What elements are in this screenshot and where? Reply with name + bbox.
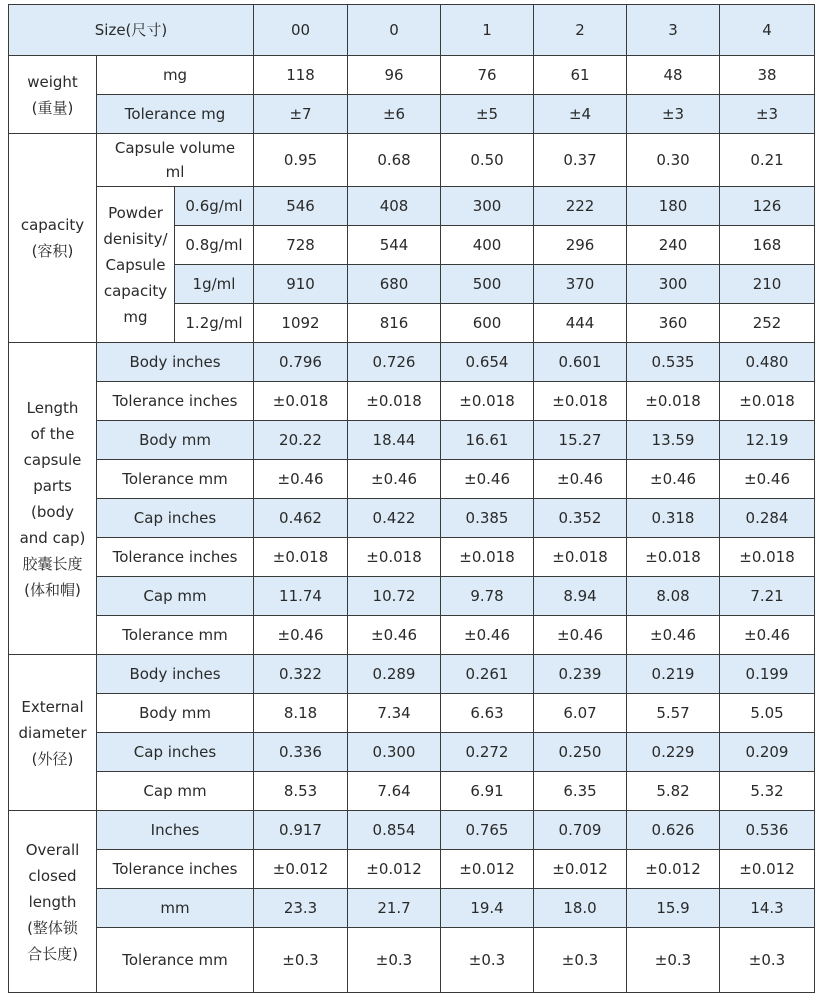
- cell: 0.726: [348, 343, 441, 382]
- cell: ±0.46: [534, 460, 627, 499]
- cell: 38: [720, 56, 815, 95]
- cell: 8.18: [254, 694, 348, 733]
- cell: 300: [441, 187, 534, 226]
- cell: 14.3: [720, 889, 815, 928]
- cell: 240: [627, 226, 720, 265]
- capsule-size-table: [8, 4, 815, 993]
- table-row: [9, 499, 815, 538]
- cell: 500: [441, 265, 534, 304]
- cell: 0.37: [534, 134, 627, 187]
- cell: 816: [348, 304, 441, 343]
- cell: ±0.018: [254, 538, 348, 577]
- row-label-line: Capsule volume: [114, 139, 236, 157]
- group-label-line: (body: [31, 502, 74, 521]
- row-label: mg: [97, 56, 254, 95]
- sub-label-line: mg: [123, 307, 148, 326]
- sub-label-line: Powder: [108, 203, 163, 222]
- cell: ±0.018: [441, 382, 534, 421]
- cell: 600: [441, 304, 534, 343]
- group-label-line: weight: [27, 72, 78, 91]
- cell: 0.261: [441, 655, 534, 694]
- cell: ±0.012: [441, 850, 534, 889]
- group-label-line: External: [21, 697, 84, 716]
- group-label-weight: [9, 56, 97, 134]
- cell: 0.536: [720, 811, 815, 850]
- cell: 0.422: [348, 499, 441, 538]
- group-label-line: 胶囊长度: [22, 554, 83, 573]
- size-col-header: 2: [534, 5, 627, 56]
- density-label: 0.6g/ml: [175, 187, 254, 226]
- group-label-line: Overall: [25, 840, 80, 859]
- cell: 0.95: [254, 134, 348, 187]
- cell: 126: [720, 187, 815, 226]
- row-label: Tolerance mm: [97, 616, 254, 655]
- cell: ±0.46: [720, 616, 815, 655]
- group-label-line: of the: [30, 424, 75, 443]
- row-label: [97, 134, 254, 187]
- cell: 21.7: [348, 889, 441, 928]
- group-label-line: capsule: [23, 450, 82, 469]
- cell: ±0.46: [627, 460, 720, 499]
- cell: ±0.46: [441, 616, 534, 655]
- cell: 8.94: [534, 577, 627, 616]
- cell: 408: [348, 187, 441, 226]
- row-label: Body inches: [97, 343, 254, 382]
- group-label-line: (整体锁: [27, 918, 78, 937]
- cell: 61: [534, 56, 627, 95]
- cell: ±0.012: [720, 850, 815, 889]
- cell: 96: [348, 56, 441, 95]
- cell: 6.91: [441, 772, 534, 811]
- cell: 18.44: [348, 421, 441, 460]
- group-label-line: (容积): [31, 242, 74, 260]
- group-label-overall: [9, 811, 97, 993]
- cell: ±0.012: [348, 850, 441, 889]
- row-label: Cap mm: [97, 577, 254, 616]
- cell: 5.32: [720, 772, 815, 811]
- size-col-header: 1: [441, 5, 534, 56]
- cell: 0.284: [720, 499, 815, 538]
- group-label-line: closed: [28, 866, 77, 885]
- cell: 728: [254, 226, 348, 265]
- size-col-header: 00: [254, 5, 348, 56]
- group-label-line: diameter: [18, 723, 87, 742]
- size-col-header: 3: [627, 5, 720, 56]
- table-row: [9, 733, 815, 772]
- density-label: 1g/ml: [175, 265, 254, 304]
- group-label-line: (外径): [31, 749, 74, 768]
- cell: ±0.46: [254, 616, 348, 655]
- cell: 9.78: [441, 577, 534, 616]
- row-label-line: ml: [165, 163, 185, 181]
- cell: 5.57: [627, 694, 720, 733]
- cell: 48: [627, 56, 720, 95]
- cell: ±4: [534, 95, 627, 134]
- group-label-length: [9, 343, 97, 655]
- cell: 0.21: [720, 134, 815, 187]
- row-label: Body inches: [97, 655, 254, 694]
- cell: 118: [254, 56, 348, 95]
- density-label: 0.8g/ml: [175, 226, 254, 265]
- cell: 10.72: [348, 577, 441, 616]
- cell: 0.30: [627, 134, 720, 187]
- cell: 11.74: [254, 577, 348, 616]
- cell: 252: [720, 304, 815, 343]
- cell: 0.462: [254, 499, 348, 538]
- cell: 6.35: [534, 772, 627, 811]
- header-row: [9, 5, 815, 56]
- row-label: Tolerance mg: [97, 95, 254, 134]
- cell: 210: [720, 265, 815, 304]
- cell: ±0.018: [534, 538, 627, 577]
- cell: 23.3: [254, 889, 348, 928]
- row-label: Cap inches: [97, 499, 254, 538]
- cell: ±0.018: [720, 538, 815, 577]
- cell: 5.82: [627, 772, 720, 811]
- table-row: [9, 811, 815, 850]
- cell: ±0.46: [627, 616, 720, 655]
- cell: 18.0: [534, 889, 627, 928]
- cell: 360: [627, 304, 720, 343]
- sub-label-line: capacity: [103, 281, 168, 300]
- cell: 370: [534, 265, 627, 304]
- size-col-header: 4: [720, 5, 815, 56]
- table-row: [9, 850, 815, 889]
- powder-density-label: [97, 187, 175, 343]
- cell: 0.709: [534, 811, 627, 850]
- cell: 20.22: [254, 421, 348, 460]
- row-label: Cap mm: [97, 772, 254, 811]
- cell: ±0.018: [534, 382, 627, 421]
- cell: 0.601: [534, 343, 627, 382]
- cell: 12.19: [720, 421, 815, 460]
- cell: 0.272: [441, 733, 534, 772]
- cell: 0.654: [441, 343, 534, 382]
- row-label: Body mm: [97, 694, 254, 733]
- sub-label-line: Capsule: [105, 255, 166, 274]
- density-label: 1.2g/ml: [175, 304, 254, 343]
- cell: 546: [254, 187, 348, 226]
- cell: ±0.3: [720, 928, 815, 993]
- group-label-capacity: [9, 134, 97, 343]
- cell: 544: [348, 226, 441, 265]
- cell: ±3: [720, 95, 815, 134]
- cell: ±0.46: [720, 460, 815, 499]
- table-row: [9, 382, 815, 421]
- cell: 222: [534, 187, 627, 226]
- cell: ±3: [627, 95, 720, 134]
- cell: ±0.3: [254, 928, 348, 993]
- cell: 0.535: [627, 343, 720, 382]
- cell: 0.480: [720, 343, 815, 382]
- group-label-line: (重量): [31, 98, 74, 117]
- cell: ±0.46: [348, 616, 441, 655]
- cell: ±0.3: [534, 928, 627, 993]
- cell: ±0.3: [627, 928, 720, 993]
- cell: 7.64: [348, 772, 441, 811]
- cell: 0.50: [441, 134, 534, 187]
- cell: ±0.46: [534, 616, 627, 655]
- cell: 7.21: [720, 577, 815, 616]
- sub-label-line: denisity/: [103, 229, 168, 248]
- cell: 8.53: [254, 772, 348, 811]
- cell: 76: [441, 56, 534, 95]
- table-row: [9, 538, 815, 577]
- cell: ±0.018: [720, 382, 815, 421]
- cell: ±0.018: [627, 382, 720, 421]
- cell: 0.199: [720, 655, 815, 694]
- cell: ±0.018: [348, 382, 441, 421]
- cell: ±0.012: [627, 850, 720, 889]
- cell: 6.07: [534, 694, 627, 733]
- group-label-line: parts: [33, 476, 72, 495]
- cell: ±0.012: [534, 850, 627, 889]
- cell: 15.27: [534, 421, 627, 460]
- row-label: Tolerance inches: [97, 850, 254, 889]
- table-row: [9, 694, 815, 733]
- cell: 1092: [254, 304, 348, 343]
- cell: 0.796: [254, 343, 348, 382]
- cell: 300: [627, 265, 720, 304]
- cell: 0.336: [254, 733, 348, 772]
- row-label: Cap inches: [97, 733, 254, 772]
- cell: ±7: [254, 95, 348, 134]
- cell: 0.239: [534, 655, 627, 694]
- row-label: Inches: [97, 811, 254, 850]
- cell: 444: [534, 304, 627, 343]
- cell: ±0.3: [348, 928, 441, 993]
- cell: ±0.46: [348, 460, 441, 499]
- cell: ±0.46: [254, 460, 348, 499]
- table-row: [9, 577, 815, 616]
- cell: 180: [627, 187, 720, 226]
- row-label: Tolerance inches: [97, 538, 254, 577]
- size-col-header: 0: [348, 5, 441, 56]
- group-label-line: and cap): [19, 528, 86, 547]
- group-label-line: Length: [26, 398, 79, 417]
- group-label-diameter: [9, 655, 97, 811]
- cell: 0.765: [441, 811, 534, 850]
- cell: 0.626: [627, 811, 720, 850]
- cell: 680: [348, 265, 441, 304]
- cell: 0.68: [348, 134, 441, 187]
- table-row: [9, 134, 815, 187]
- cell: 168: [720, 226, 815, 265]
- size-header: Size(尺寸): [9, 5, 254, 56]
- cell: 0.917: [254, 811, 348, 850]
- cell: 7.34: [348, 694, 441, 733]
- table-row: [9, 95, 815, 134]
- cell: 15.9: [627, 889, 720, 928]
- cell: 0.229: [627, 733, 720, 772]
- cell: 0.250: [534, 733, 627, 772]
- row-label: Tolerance mm: [97, 460, 254, 499]
- cell: 0.300: [348, 733, 441, 772]
- table-row: [9, 772, 815, 811]
- table-row: [9, 421, 815, 460]
- cell: ±6: [348, 95, 441, 134]
- group-label-line: capacity: [20, 216, 85, 234]
- cell: 8.08: [627, 577, 720, 616]
- table-row: [9, 928, 815, 993]
- table-row: [9, 655, 815, 694]
- cell: ±0.018: [254, 382, 348, 421]
- cell: 0.289: [348, 655, 441, 694]
- row-label: Tolerance mm: [97, 928, 254, 993]
- table-row: [9, 616, 815, 655]
- cell: ±0.3: [441, 928, 534, 993]
- cell: 6.63: [441, 694, 534, 733]
- table-row: [9, 187, 815, 226]
- group-label-line: length: [28, 892, 77, 911]
- cell: 16.61: [441, 421, 534, 460]
- cell: ±0.018: [627, 538, 720, 577]
- group-label-line: 合长度): [27, 944, 78, 963]
- table-row: [9, 460, 815, 499]
- cell: 0.385: [441, 499, 534, 538]
- cell: 19.4: [441, 889, 534, 928]
- cell: 296: [534, 226, 627, 265]
- table-row: [9, 889, 815, 928]
- cell: 13.59: [627, 421, 720, 460]
- cell: ±0.018: [441, 538, 534, 577]
- cell: 400: [441, 226, 534, 265]
- cell: 0.352: [534, 499, 627, 538]
- cell: ±0.46: [441, 460, 534, 499]
- cell: 0.322: [254, 655, 348, 694]
- row-label: Tolerance inches: [97, 382, 254, 421]
- row-label: mm: [97, 889, 254, 928]
- cell: 5.05: [720, 694, 815, 733]
- cell: 0.209: [720, 733, 815, 772]
- cell: 0.854: [348, 811, 441, 850]
- cell: 910: [254, 265, 348, 304]
- row-label: Body mm: [97, 421, 254, 460]
- cell: ±5: [441, 95, 534, 134]
- group-label-line: (体和帽): [24, 580, 81, 599]
- table-row: [9, 343, 815, 382]
- cell: 0.219: [627, 655, 720, 694]
- table-row: [9, 56, 815, 95]
- cell: 0.318: [627, 499, 720, 538]
- cell: ±0.012: [254, 850, 348, 889]
- cell: ±0.018: [348, 538, 441, 577]
